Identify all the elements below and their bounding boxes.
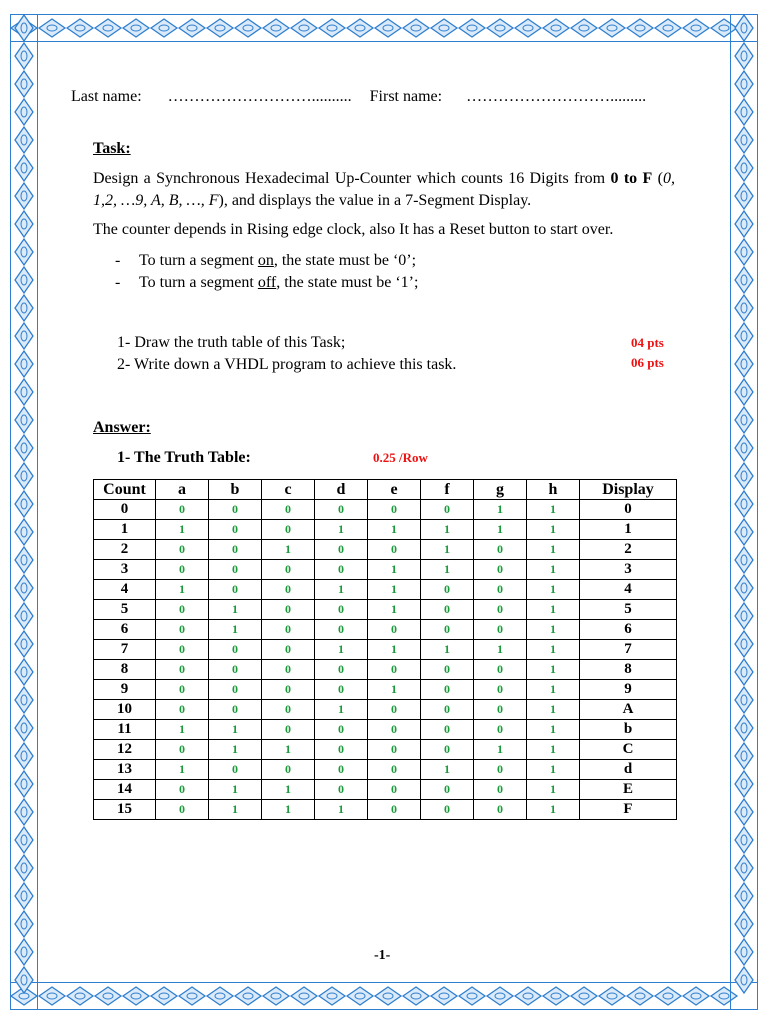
segment-cell: 1	[262, 800, 315, 820]
name-line	[71, 88, 711, 106]
segment-cell: 0	[262, 520, 315, 540]
bullet-dash: -	[115, 274, 121, 291]
segment-cell: 0	[474, 680, 527, 700]
segment-cell: 0	[421, 780, 474, 800]
segment-cell: 0	[421, 660, 474, 680]
question-1: 1- Draw the truth table of this Task;	[117, 334, 346, 351]
segment-cell: 0	[156, 500, 209, 520]
segment-cell: 1	[421, 560, 474, 580]
segment-cell: 0	[368, 540, 421, 560]
count-cell: 12	[94, 740, 156, 760]
segment-cell: 1	[209, 780, 262, 800]
task-heading: Task:	[93, 140, 131, 157]
segment-cell: 1	[209, 600, 262, 620]
segment-cell: 1	[474, 740, 527, 760]
segment-cell: 0	[209, 700, 262, 720]
segment-cell: 0	[156, 540, 209, 560]
first-name-field[interactable]: ……………………….........	[466, 88, 647, 105]
segment-cell: 0	[209, 760, 262, 780]
segment-cell: 0	[262, 640, 315, 660]
segment-cell: 1	[527, 720, 580, 740]
count-cell: 0	[94, 500, 156, 520]
segment-cell: 0	[156, 700, 209, 720]
segment-cell: 0	[315, 500, 368, 520]
segment-cell: 1	[527, 620, 580, 640]
segment-cell: 1	[209, 620, 262, 640]
display-cell: E	[580, 780, 677, 800]
bullet-text-post: , the state must be ‘1’;	[276, 274, 419, 291]
display-cell: 1	[580, 520, 677, 540]
segment-cell: 0	[156, 680, 209, 700]
segment-cell: 1	[527, 740, 580, 760]
segment-cell: 0	[156, 560, 209, 580]
segment-cell: 0	[474, 620, 527, 640]
segment-cell: 1	[262, 780, 315, 800]
display-cell: d	[580, 760, 677, 780]
segment-cell: 0	[315, 620, 368, 640]
last-name-label: Last name:	[71, 88, 142, 105]
segment-cell: 1	[527, 500, 580, 520]
segment-cell: 1	[421, 540, 474, 560]
segment-cell: 1	[474, 640, 527, 660]
bullet-underlined-word: off	[257, 274, 277, 291]
segment-cell: 0	[262, 720, 315, 740]
segment-cell: 0	[262, 600, 315, 620]
segment-cell: 1	[474, 500, 527, 520]
segment-cell: 0	[368, 700, 421, 720]
column-header: b	[209, 480, 262, 500]
column-header: e	[368, 480, 421, 500]
segment-cell: 0	[421, 800, 474, 820]
segment-cell: 0	[156, 620, 209, 640]
segment-cell: 1	[315, 700, 368, 720]
segment-cell: 0	[421, 740, 474, 760]
question-1-points: 04 pts	[631, 335, 664, 350]
display-cell: 7	[580, 640, 677, 660]
task-clock-note: The counter depends in Rising edge clock, also It has a Reset button to start over.	[93, 221, 614, 238]
segment-cell: 0	[315, 680, 368, 700]
table-row	[94, 520, 677, 540]
table-header-row	[94, 480, 677, 500]
count-cell: 15	[94, 800, 156, 820]
table-row	[94, 780, 677, 800]
bullet-text-pre: To turn a segment	[139, 274, 258, 291]
segment-cell: 0	[474, 720, 527, 740]
bullet-underlined-word: on	[257, 252, 274, 269]
segment-cell: 1	[368, 600, 421, 620]
table-row	[94, 760, 677, 780]
segment-cell: 0	[315, 780, 368, 800]
column-header: a	[156, 480, 209, 500]
segment-cell: 1	[527, 520, 580, 540]
segment-cell: 1	[368, 680, 421, 700]
segment-cell: 1	[315, 800, 368, 820]
segment-cell: 0	[315, 740, 368, 760]
question-2: 2- Write down a VHDL program to achieve this task.	[117, 356, 457, 373]
segment-cell: 1	[156, 760, 209, 780]
decorative-border-left	[10, 14, 38, 1010]
count-cell: 13	[94, 760, 156, 780]
count-cell: 9	[94, 680, 156, 700]
segment-cell: 1	[527, 600, 580, 620]
segment-cell: 0	[156, 640, 209, 660]
count-cell: 2	[94, 540, 156, 560]
count-cell: 4	[94, 580, 156, 600]
segment-cell: 1	[368, 520, 421, 540]
segment-cell: 0	[421, 600, 474, 620]
task-description-end: ), and displays the value in a 7-Segment Display.	[218, 192, 532, 209]
count-cell: 1	[94, 520, 156, 540]
segment-cell: 0	[315, 760, 368, 780]
segment-cell: 0	[156, 800, 209, 820]
table-row	[94, 600, 677, 620]
count-cell: 6	[94, 620, 156, 640]
segment-cell: 1	[421, 760, 474, 780]
bullet-text-post: , the state must be ‘0’;	[273, 252, 417, 269]
segment-cell: 1	[156, 580, 209, 600]
segment-cell: 1	[315, 520, 368, 540]
segment-cell: 1	[527, 640, 580, 660]
display-cell: A	[580, 700, 677, 720]
segment-cell: 0	[209, 580, 262, 600]
segment-cell: 0	[315, 660, 368, 680]
table-row	[94, 560, 677, 580]
column-header: g	[474, 480, 527, 500]
segment-cell: 0	[474, 540, 527, 560]
segment-cell: 1	[156, 720, 209, 740]
segment-cell: 1	[527, 680, 580, 700]
display-cell: 2	[580, 540, 677, 560]
segment-cell: 1	[209, 720, 262, 740]
segment-cell: 1	[209, 800, 262, 820]
table-row	[94, 680, 677, 700]
count-cell: 7	[94, 640, 156, 660]
bullet-segment-on	[115, 252, 416, 270]
column-header: d	[315, 480, 368, 500]
segment-cell: 0	[262, 700, 315, 720]
segment-cell: 1	[315, 640, 368, 660]
segment-cell: 0	[421, 680, 474, 700]
segment-cell: 1	[527, 560, 580, 580]
segment-cell: 0	[474, 700, 527, 720]
count-cell: 8	[94, 660, 156, 680]
segment-cell: 0	[421, 620, 474, 640]
count-cell: 11	[94, 720, 156, 740]
table-row	[94, 540, 677, 560]
table-body	[94, 500, 677, 820]
column-header: Count	[94, 480, 156, 500]
table-row	[94, 620, 677, 640]
segment-cell: 0	[156, 600, 209, 620]
column-header: h	[527, 480, 580, 500]
segment-cell: 0	[474, 660, 527, 680]
bullet-dash: -	[115, 252, 121, 269]
segment-cell: 0	[421, 700, 474, 720]
segment-cell: 0	[209, 540, 262, 560]
segment-cell: 1	[474, 520, 527, 540]
segment-cell: 1	[209, 740, 262, 760]
segment-cell: 1	[368, 580, 421, 600]
column-header: Display	[580, 480, 677, 500]
segment-cell: 0	[262, 500, 315, 520]
count-cell: 14	[94, 780, 156, 800]
segment-cell: 0	[209, 640, 262, 660]
segment-cell: 0	[368, 660, 421, 680]
display-cell: C	[580, 740, 677, 760]
segment-cell: 0	[368, 720, 421, 740]
task-range-bold: 0 to F	[610, 170, 653, 187]
question-2-points: 06 pts	[631, 355, 664, 370]
display-cell: 4	[580, 580, 677, 600]
segment-cell: 0	[315, 720, 368, 740]
segment-cell: 1	[527, 660, 580, 680]
segment-cell: 1	[527, 760, 580, 780]
display-cell: 5	[580, 600, 677, 620]
display-cell: 0	[580, 500, 677, 520]
segment-cell: 0	[474, 780, 527, 800]
segment-cell: 0	[474, 600, 527, 620]
segment-cell: 0	[368, 760, 421, 780]
segment-cell: 0	[156, 740, 209, 760]
table-row	[94, 580, 677, 600]
table-row	[94, 640, 677, 660]
task-digits-italic: 0, 1,2, …9, A, B, …, F	[93, 170, 676, 209]
display-cell: 9	[580, 680, 677, 700]
task-description: Design a Synchronous Hexadecimal Up-Counter which counts 16 Digits from 0 to F (0, 1,2, …9, A, B, …, F), and displays the value in a 7-Segment Display.	[93, 170, 676, 209]
segment-cell: 0	[209, 560, 262, 580]
segment-cell: 0	[156, 660, 209, 680]
segment-cell: 0	[421, 500, 474, 520]
segment-cell: 0	[209, 500, 262, 520]
display-cell: 3	[580, 560, 677, 580]
segment-cell: 1	[368, 560, 421, 580]
segment-cell: 0	[315, 600, 368, 620]
truth-table-points: 0.25 /Row	[373, 450, 428, 465]
bullet-text-pre: To turn a segment	[139, 252, 258, 269]
count-cell: 10	[94, 700, 156, 720]
table-row	[94, 700, 677, 720]
truth-table	[93, 479, 677, 820]
segment-cell: 0	[209, 520, 262, 540]
table-row	[94, 660, 677, 680]
segment-cell: 0	[209, 680, 262, 700]
column-header: c	[262, 480, 315, 500]
decorative-border-right	[730, 14, 758, 1010]
segment-cell: 0	[368, 500, 421, 520]
segment-cell: 0	[474, 560, 527, 580]
segment-cell: 0	[315, 540, 368, 560]
segment-cell: 0	[262, 680, 315, 700]
segment-cell: 1	[421, 520, 474, 540]
segment-cell: 1	[527, 540, 580, 560]
segment-cell: 1	[156, 520, 209, 540]
table-row	[94, 740, 677, 760]
display-cell: 8	[580, 660, 677, 680]
segment-cell: 0	[474, 580, 527, 600]
decorative-border-top	[10, 14, 758, 42]
segment-cell: 1	[368, 640, 421, 660]
segment-cell: 0	[474, 800, 527, 820]
segment-cell: 0	[368, 620, 421, 640]
segment-cell: 0	[368, 800, 421, 820]
segment-cell: 0	[262, 660, 315, 680]
table-row	[94, 720, 677, 740]
first-name-label: First name:	[369, 88, 443, 105]
bullet-segment-off	[115, 274, 418, 292]
last-name-field[interactable]: ………………………..........	[167, 88, 352, 105]
table-row	[94, 500, 677, 520]
segment-cell: 1	[527, 580, 580, 600]
segment-cell: 1	[262, 740, 315, 760]
segment-cell: 1	[527, 780, 580, 800]
answer-heading: Answer:	[93, 419, 151, 436]
segment-cell: 0	[368, 740, 421, 760]
segment-cell: 0	[262, 620, 315, 640]
display-cell: 6	[580, 620, 677, 640]
segment-cell: 0	[156, 780, 209, 800]
segment-cell: 1	[421, 640, 474, 660]
display-cell: b	[580, 720, 677, 740]
display-cell: F	[580, 800, 677, 820]
segment-cell: 0	[421, 580, 474, 600]
segment-cell: 0	[368, 780, 421, 800]
column-header: f	[421, 480, 474, 500]
segment-cell: 0	[209, 660, 262, 680]
segment-cell: 1	[262, 540, 315, 560]
count-cell: 5	[94, 600, 156, 620]
count-cell: 3	[94, 560, 156, 580]
segment-cell: 0	[262, 560, 315, 580]
segment-cell: 0	[262, 760, 315, 780]
task-description-start: Design a Synchronous Hexadecimal Up-Counter which counts 16 Digits from	[93, 170, 606, 187]
segment-cell: 0	[474, 760, 527, 780]
segment-cell: 0	[421, 720, 474, 740]
decorative-border-bottom	[10, 982, 758, 1010]
segment-cell: 1	[527, 800, 580, 820]
segment-cell: 0	[262, 580, 315, 600]
table-row	[94, 800, 677, 820]
segment-cell: 0	[315, 560, 368, 580]
page-number: -1-	[374, 948, 391, 963]
segment-cell: 1	[527, 700, 580, 720]
segment-cell: 1	[315, 580, 368, 600]
truth-table-heading: 1- The Truth Table:	[117, 449, 251, 466]
